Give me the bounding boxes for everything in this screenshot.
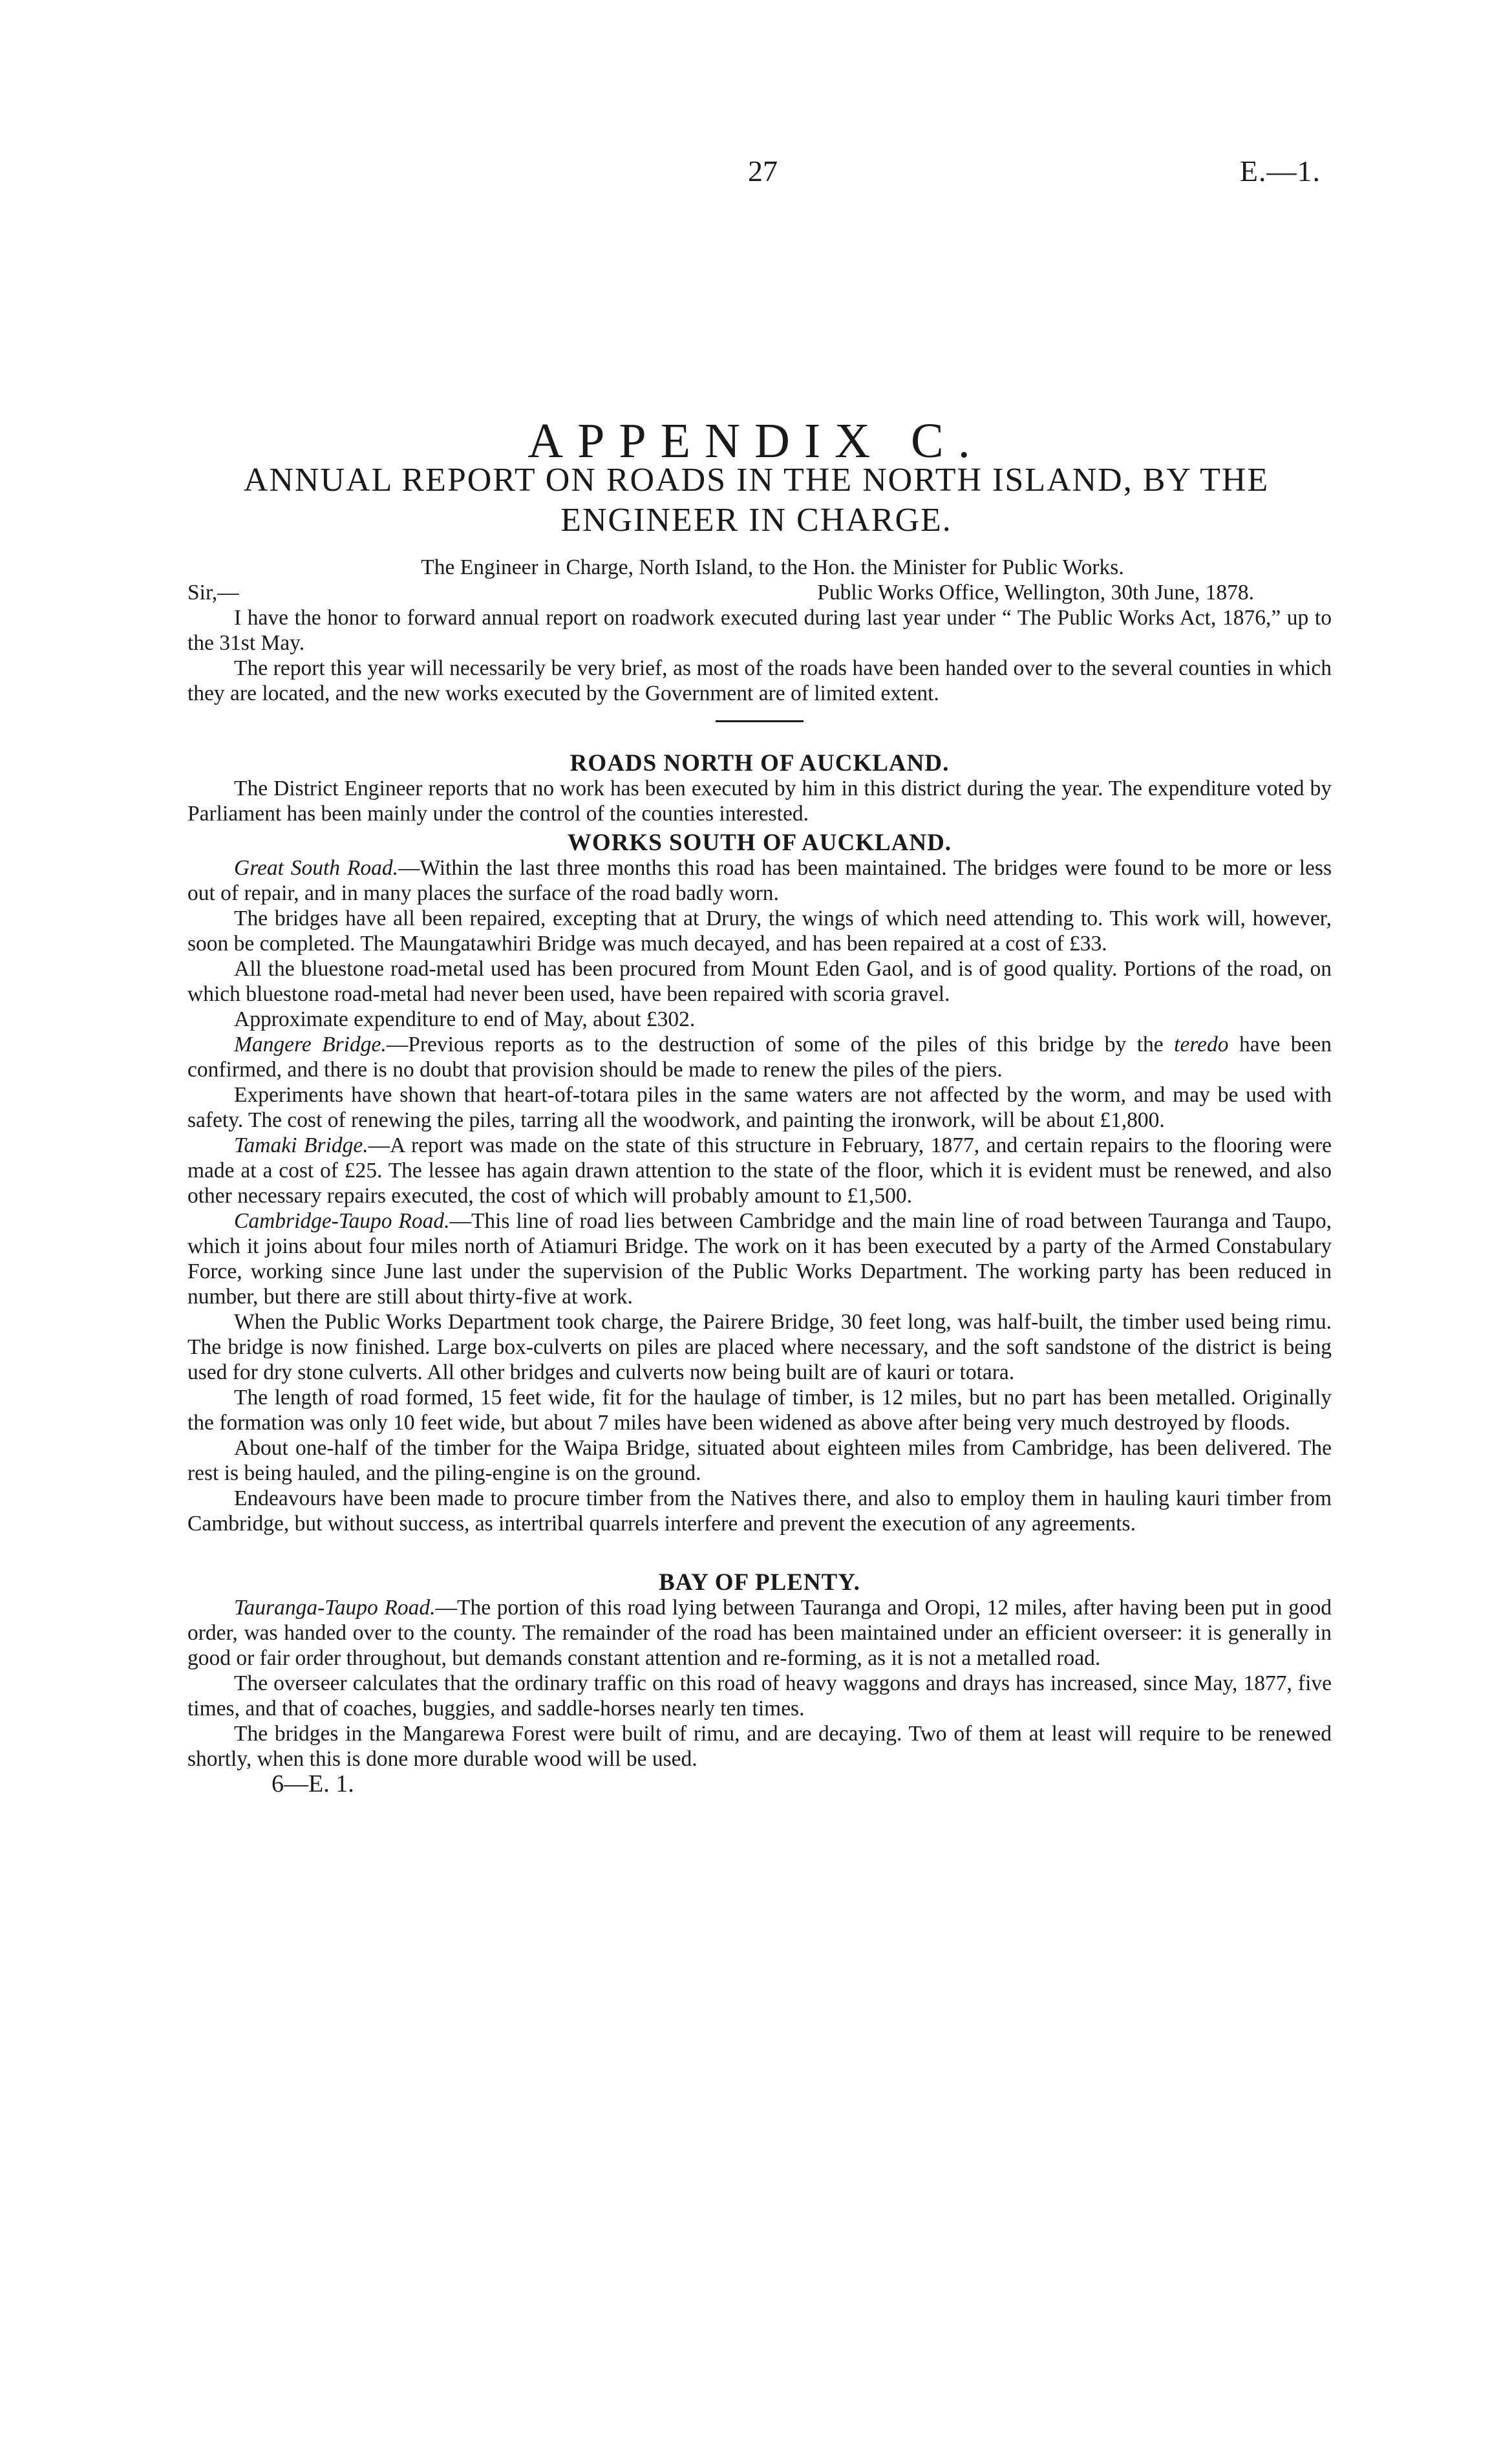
south-paragraph: All the bluestone road-metal used has been procured from Mount Eden Gaol, and is of good quality. Portions of the road, on which bluestone road-metal had never been used, have been repaired with scoria gravel. [187, 957, 1332, 1006]
cambridge-paragraph [187, 1208, 1332, 1309]
south-paragraph: The bridges have all been repaired, excepting that at Drury, the wings of which need attending to. This work will, however, soon be completed. The Maungatawhiri Bridge was much decayed, and has been repaired at a cost of £33. [187, 906, 1332, 956]
tamaki-paragraph [187, 1133, 1332, 1208]
page-number: 27 [748, 155, 778, 188]
tauranga-text: —The portion of this road lying between Tauranga and Oropi, 12 miles, after having been put in good order, was handed over to the county. The remainder of the road has been maintained under an efficient overseer: it is generally in good or fair order throughout, but demands constant attention and re-forming, as it is not a metalled road. [187, 1596, 1332, 1670]
tauranga-label: Tauranga-Taupo Road. [234, 1596, 436, 1620]
tamaki-label: Tamaki Bridge. [234, 1133, 368, 1157]
mangere-paragraph [187, 1032, 1332, 1082]
salutation: Sir,— [187, 581, 239, 605]
appendix-title: APPENDIX C. [527, 413, 985, 468]
signature-mark: 6—E. 1. [272, 1770, 354, 1797]
cambridge-label: Cambridge-Taupo Road. [234, 1209, 450, 1233]
office-date: Public Works Office, Wellington, 30th June, 1878. [817, 581, 1254, 605]
document-body [187, 555, 1332, 1797]
south-paragraph: Approximate expenditure to end of May, about £302. [234, 1007, 696, 1031]
section-heading-bay: BAY OF PLENTY. [659, 1569, 860, 1596]
bay-paragraph: The overseer calculates that the ordinary traffic on this road of heavy waggons and drays has increased, since May, 1877, five times, and that of coaches, buggies, and saddle-horses nearly ten times. [187, 1671, 1332, 1720]
bay-paragraph: The bridges in the Mangarewa Forest were built of rimu, and are decaying. Two of them at least will require to be renewed shortly, when this is done more durable wood will be used. [187, 1722, 1332, 1771]
great-south-paragraph [187, 855, 1332, 906]
south-paragraph: Endeavours have been made to procure timber from the Natives there, and also to employ them in hauling kauri timber from Cambridge, but without success, as intertribal quarrels interfere and prevent the execution of any agreements. [187, 1486, 1332, 1536]
south-paragraph: When the Public Works Department took charge, the Pairere Bridge, 30 feet long, was half-built, the timber used being rimu. The bridge is now finished. Large box-culverts on piles are placed where necessary, and the soft sandstone of the district is being used for dry stone culverts. All other bridges and culverts now being built are of kauri or totara. [187, 1310, 1332, 1384]
document-code: E.—1. [1239, 155, 1321, 188]
teredo-word: teredo [1174, 1033, 1229, 1056]
section-heading-south: WORKS SOUTH OF AUCKLAND. [567, 830, 952, 856]
tauranga-paragraph [187, 1595, 1332, 1671]
north-paragraph: The District Engineer reports that no work has been executed by him in this district during the year. The expenditure voted by Parliament has been mainly under the control of the counties interested. [187, 777, 1332, 826]
south-paragraph: About one-half of the timber for the Waipa Bridge, situated about eighteen miles from Cambridge, has been delivered. The rest is being hauled, and the piling-engine is on the ground. [187, 1436, 1332, 1485]
mangere-text: —Previous reports as to the destruction of some of the piles of this bridge by the [386, 1033, 1175, 1056]
cambridge-text: —This line of road lies between Cambridge and the main line of road between Tauranga and Taupo, which it joins about four miles north of Atiamuri Bridge. The work on it has been executed by a party of the Armed Constabulary Force, working since June last under the supervision of the Public Works Department. The working party has been reduced in number, but there are still about thirty-five at work. [187, 1209, 1332, 1309]
mangere-text: have been confirmed, and there is no doubt that provision should be made to renew the piles of the piers. [187, 1033, 1332, 1082]
report-title: ANNUAL REPORT ON ROADS IN THE NORTH ISLAND, BY THE ENGINEER IN CHARGE. [243, 462, 1270, 539]
addressee-line: The Engineer in Charge, North Island, to the Hon. the Minister for Public Works. [421, 555, 1124, 579]
south-paragraph: Experiments have shown that heart-of-totara piles in the same waters are not affected by the worm, and may be used with safety. The cost of renewing the piles, tarring all the woodwork, and painting the ironwork, will be about £1,800. [187, 1083, 1332, 1132]
great-south-label: Great South Road. [234, 856, 398, 880]
intro-paragraph: The report this year will necessarily be very brief, as most of the roads have been handed over to the several counties in which they are located, and the new works executed by the Government are of limited extent. [187, 656, 1332, 705]
tamaki-text: —A report was made on the state of this structure in February, 1877, and certain repairs to the flooring were made at a cost of £25. The lessee has again drawn attention to the state of the floor, which it is evident must be renewed, and also other necessary repairs executed, the cost of which will probably amount to £1,500. [187, 1133, 1332, 1208]
section-divider [716, 720, 804, 722]
section-heading-north: ROADS NORTH OF AUCKLAND. [570, 750, 950, 777]
salutation-row [187, 580, 1332, 605]
intro-paragraph: I have the honor to forward annual report on roadwork executed during last year under “ The Public Works Act, 1876,” up to the 31st May. [187, 606, 1332, 655]
south-paragraph: The length of road formed, 15 feet wide, fit for the haulage of timber, is 12 miles, but no part has been metalled. Originally the formation was only 10 feet wide, but about 7 miles have been widened as above after being very much destroyed by floods. [187, 1386, 1332, 1435]
great-south-text: —Within the last three months this road has been maintained. The bridges were found to be more or less out of repair, and in many places the surface of the road badly worn. [187, 856, 1332, 905]
mangere-label: Mangere Bridge. [234, 1033, 387, 1056]
